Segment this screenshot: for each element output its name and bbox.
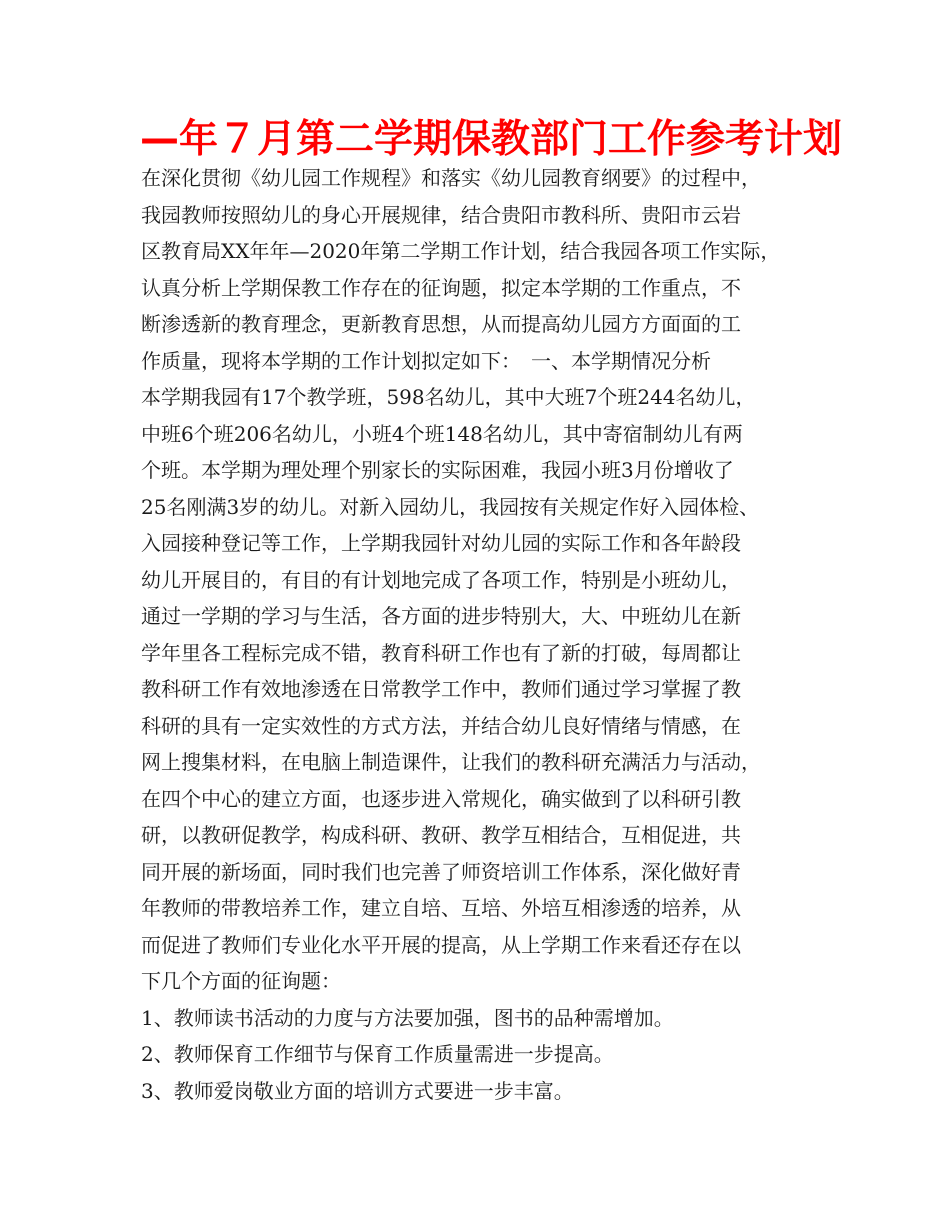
- list-item: 3、教师爱岗敬业方面的培训方式要进一步丰富。: [141, 1078, 574, 1103]
- body-line: 在深化贯彻《幼儿园工作规程》和落实《幼儿园教育纲要》的过程中，: [141, 166, 761, 190]
- document-body: [141, 160, 841, 1109]
- body-line: 幼儿开展目的，有目的有计划地完成了各项工作，特别是小班幼儿，: [141, 567, 741, 592]
- body-line: 网上搜集材料，在电脑上制造课件，让我们的教科研充满活力与活动，: [141, 750, 761, 774]
- body-line: 年教师的带教培养工作，建立自培、互培、外培互相渗透的培养，从: [141, 896, 741, 920]
- body-line: 25名刚满3岁的幼儿。对新入园幼儿，我园按有关规定作好入园体检、: [141, 494, 760, 519]
- body-line: 认真分析上学期保教工作存在的征询题，拟定本学期的工作重点，不: [141, 275, 741, 300]
- list-item: 2、教师保育工作细节与保育工作质量需进一步提高。: [141, 1042, 614, 1066]
- body-line: 入园接种登记等工作，上学期我园针对幼儿园的实际工作和各年龄段: [141, 531, 741, 555]
- body-line: 本学期我园有17个教学班，598名幼儿，其中大班7个班244名幼儿，: [141, 385, 756, 409]
- body-line: 同开展的新场面，同时我们也完善了师资培训工作体系，深化做好青: [141, 859, 741, 884]
- body-line: 在四个中心的建立方面，也逐步进入常规化，确实做到了以科研引教: [141, 786, 741, 811]
- list-item: 1、教师读书活动的力度与方法要加强，图书的品种需增加。: [141, 1005, 674, 1030]
- body-line: 通过一学期的学习与生活，各方面的进步特别大，大、中班幼儿在新: [141, 604, 741, 628]
- body-line: 作质量，现将本学期的工作计划拟定如下： 一、本学期情况分析: [141, 348, 711, 373]
- document-title: —年７月第二学期保教部门工作参考计划: [140, 117, 843, 162]
- body-line: 下几个方面的征询题：: [141, 969, 341, 993]
- body-line: 研，以教研促教学，构成科研、教研、教学互相结合，互相促进，共: [141, 823, 741, 847]
- body-line: 科研的具有一定实效性的方式方法，并结合幼儿良好情绪与情感，在: [141, 713, 741, 738]
- body-line: 区教育局XX年年—2020年第二学期工作计划，结合我园各项工作实际，: [141, 239, 781, 263]
- body-line: 断渗透新的教育理念，更新教育思想，从而提高幼儿园方方面面的工: [141, 312, 741, 336]
- body-line: 学年里各工程标完成不错，教育科研工作也有了新的打破，每周都让: [141, 640, 741, 665]
- body-line: 而促进了教师们专业化水平开展的提高，从上学期工作来看还存在以: [141, 932, 741, 957]
- body-line: 中班6个班206名幼儿，小班4个班148名幼儿，其中寄宿制幼儿有两: [141, 421, 743, 446]
- body-line: 教科研工作有效地渗透在日常教学工作中，教师们通过学习掌握了教: [141, 677, 741, 701]
- body-line: 我园教师按照幼儿的身心开展规律，结合贵阳市教科所、贵阳市云岩: [141, 202, 741, 227]
- body-line: 个班。本学期为理处理个别家长的实际困难，我园小班3月份增收了: [141, 458, 734, 482]
